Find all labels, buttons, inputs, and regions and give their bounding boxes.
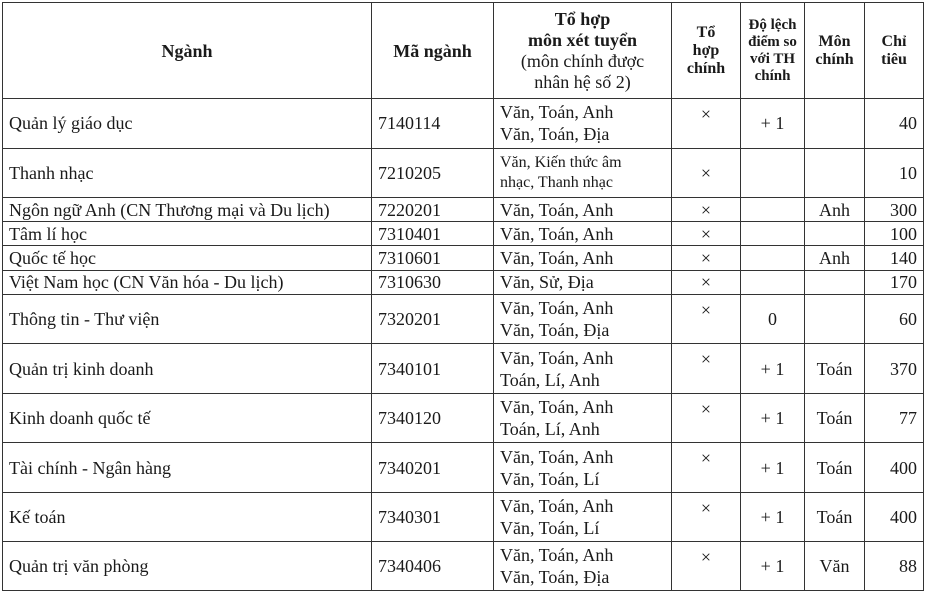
- main-subject: [805, 294, 865, 344]
- main-combo-mark: ×: [672, 542, 741, 591]
- major-code: 7340406: [372, 542, 494, 591]
- table-row: [3, 99, 924, 149]
- main-combo-mark: ×: [672, 99, 741, 149]
- score-deviation: [741, 198, 805, 222]
- header-main-subject: Môn chính: [805, 3, 865, 99]
- major-code: 7340101: [372, 344, 494, 394]
- score-deviation: + 1: [741, 344, 805, 394]
- major-code: 7340120: [372, 393, 494, 443]
- subject-combos: Văn, Toán, Anh Văn, Toán, Địa: [494, 99, 672, 149]
- subject-combos: Văn, Toán, Anh: [494, 222, 672, 246]
- table-row: [3, 148, 924, 198]
- major-code: 7340301: [372, 492, 494, 542]
- score-deviation: + 1: [741, 99, 805, 149]
- score-deviation: [741, 270, 805, 294]
- major-name: Việt Nam học (CN Văn hóa - Du lịch): [3, 270, 372, 294]
- major-name: Kế toán: [3, 492, 372, 542]
- major-code: 7220201: [372, 198, 494, 222]
- subject-combos: Văn, Toán, Anh: [494, 246, 672, 270]
- admissions-table: [2, 2, 924, 591]
- major-name: Thông tin - Thư viện: [3, 294, 372, 344]
- subject-combos: Văn, Toán, Anh Văn, Toán, Địa: [494, 542, 672, 591]
- main-combo-mark: ×: [672, 344, 741, 394]
- major-name: Kinh doanh quốc tế: [3, 393, 372, 443]
- quota: 370: [865, 344, 924, 394]
- main-subject: [805, 99, 865, 149]
- quota: 100: [865, 222, 924, 246]
- major-name: Quản trị văn phòng: [3, 542, 372, 591]
- subject-combos: Văn, Sử, Địa: [494, 270, 672, 294]
- main-combo-mark: ×: [672, 492, 741, 542]
- subject-combos: Văn, Toán, Anh Văn, Toán, Địa: [494, 294, 672, 344]
- score-deviation: + 1: [741, 393, 805, 443]
- subject-combos: Văn, Toán, Anh: [494, 198, 672, 222]
- major-code: 7310601: [372, 246, 494, 270]
- quota: 400: [865, 443, 924, 493]
- table-row: [3, 492, 924, 542]
- subject-combos: Văn, Kiến thức âm nhạc, Thanh nhạc: [494, 148, 672, 198]
- major-name: Ngôn ngữ Anh (CN Thương mại và Du lịch): [3, 198, 372, 222]
- major-name: Tài chính - Ngân hàng: [3, 443, 372, 493]
- main-subject: Văn: [805, 542, 865, 591]
- main-combo-mark: ×: [672, 270, 741, 294]
- table-row: [3, 393, 924, 443]
- main-subject: [805, 270, 865, 294]
- score-deviation: 0: [741, 294, 805, 344]
- subject-combos: Văn, Toán, Anh Toán, Lí, Anh: [494, 393, 672, 443]
- main-combo-mark: ×: [672, 222, 741, 246]
- subject-combos: Văn, Toán, Anh Toán, Lí, Anh: [494, 344, 672, 394]
- major-code: 7310401: [372, 222, 494, 246]
- header-code: Mã ngành: [372, 3, 494, 99]
- major-code: 7320201: [372, 294, 494, 344]
- main-combo-mark: ×: [672, 393, 741, 443]
- table-row: [3, 246, 924, 270]
- table-row: [3, 542, 924, 591]
- quota: 77: [865, 393, 924, 443]
- quota: 400: [865, 492, 924, 542]
- header-quota: Chỉ tiêu: [865, 3, 924, 99]
- main-combo-mark: ×: [672, 148, 741, 198]
- major-code: 7340201: [372, 443, 494, 493]
- main-subject: Toán: [805, 492, 865, 542]
- major-name: Thanh nhạc: [3, 148, 372, 198]
- header-combo: Tổ hợp môn xét tuyển (môn chính được nhân hệ số 2): [494, 3, 672, 99]
- major-name: Quốc tế học: [3, 246, 372, 270]
- subject-combos: Văn, Toán, Anh Văn, Toán, Lí: [494, 443, 672, 493]
- quota: 140: [865, 246, 924, 270]
- quota: 10: [865, 148, 924, 198]
- quota: 60: [865, 294, 924, 344]
- table-row: [3, 344, 924, 394]
- header-major: Ngành: [3, 3, 372, 99]
- table-row: [3, 443, 924, 493]
- major-code: 7140114: [372, 99, 494, 149]
- quota: 170: [865, 270, 924, 294]
- score-deviation: + 1: [741, 443, 805, 493]
- header-row: [3, 3, 924, 99]
- main-subject: Toán: [805, 393, 865, 443]
- quota: 88: [865, 542, 924, 591]
- score-deviation: [741, 222, 805, 246]
- header-deviation: Độ lệch điểm so với TH chính: [741, 3, 805, 99]
- major-name: Quản lý giáo dục: [3, 99, 372, 149]
- major-name: Tâm lí học: [3, 222, 372, 246]
- score-deviation: [741, 246, 805, 270]
- quota: 40: [865, 99, 924, 149]
- score-deviation: [741, 148, 805, 198]
- main-subject: Toán: [805, 344, 865, 394]
- score-deviation: + 1: [741, 542, 805, 591]
- table-row: [3, 270, 924, 294]
- major-code: 7310630: [372, 270, 494, 294]
- major-code: 7210205: [372, 148, 494, 198]
- score-deviation: + 1: [741, 492, 805, 542]
- main-combo-mark: ×: [672, 443, 741, 493]
- main-subject: [805, 222, 865, 246]
- table-row: [3, 294, 924, 344]
- main-combo-mark: ×: [672, 198, 741, 222]
- main-combo-mark: ×: [672, 294, 741, 344]
- table-row: [3, 198, 924, 222]
- quota: 300: [865, 198, 924, 222]
- main-subject: [805, 148, 865, 198]
- main-subject: Anh: [805, 198, 865, 222]
- main-subject: Toán: [805, 443, 865, 493]
- main-combo-mark: ×: [672, 246, 741, 270]
- major-name: Quản trị kinh doanh: [3, 344, 372, 394]
- header-main-combo: Tổ hợp chính: [672, 3, 741, 99]
- subject-combos: Văn, Toán, Anh Văn, Toán, Lí: [494, 492, 672, 542]
- table-row: [3, 222, 924, 246]
- main-subject: Anh: [805, 246, 865, 270]
